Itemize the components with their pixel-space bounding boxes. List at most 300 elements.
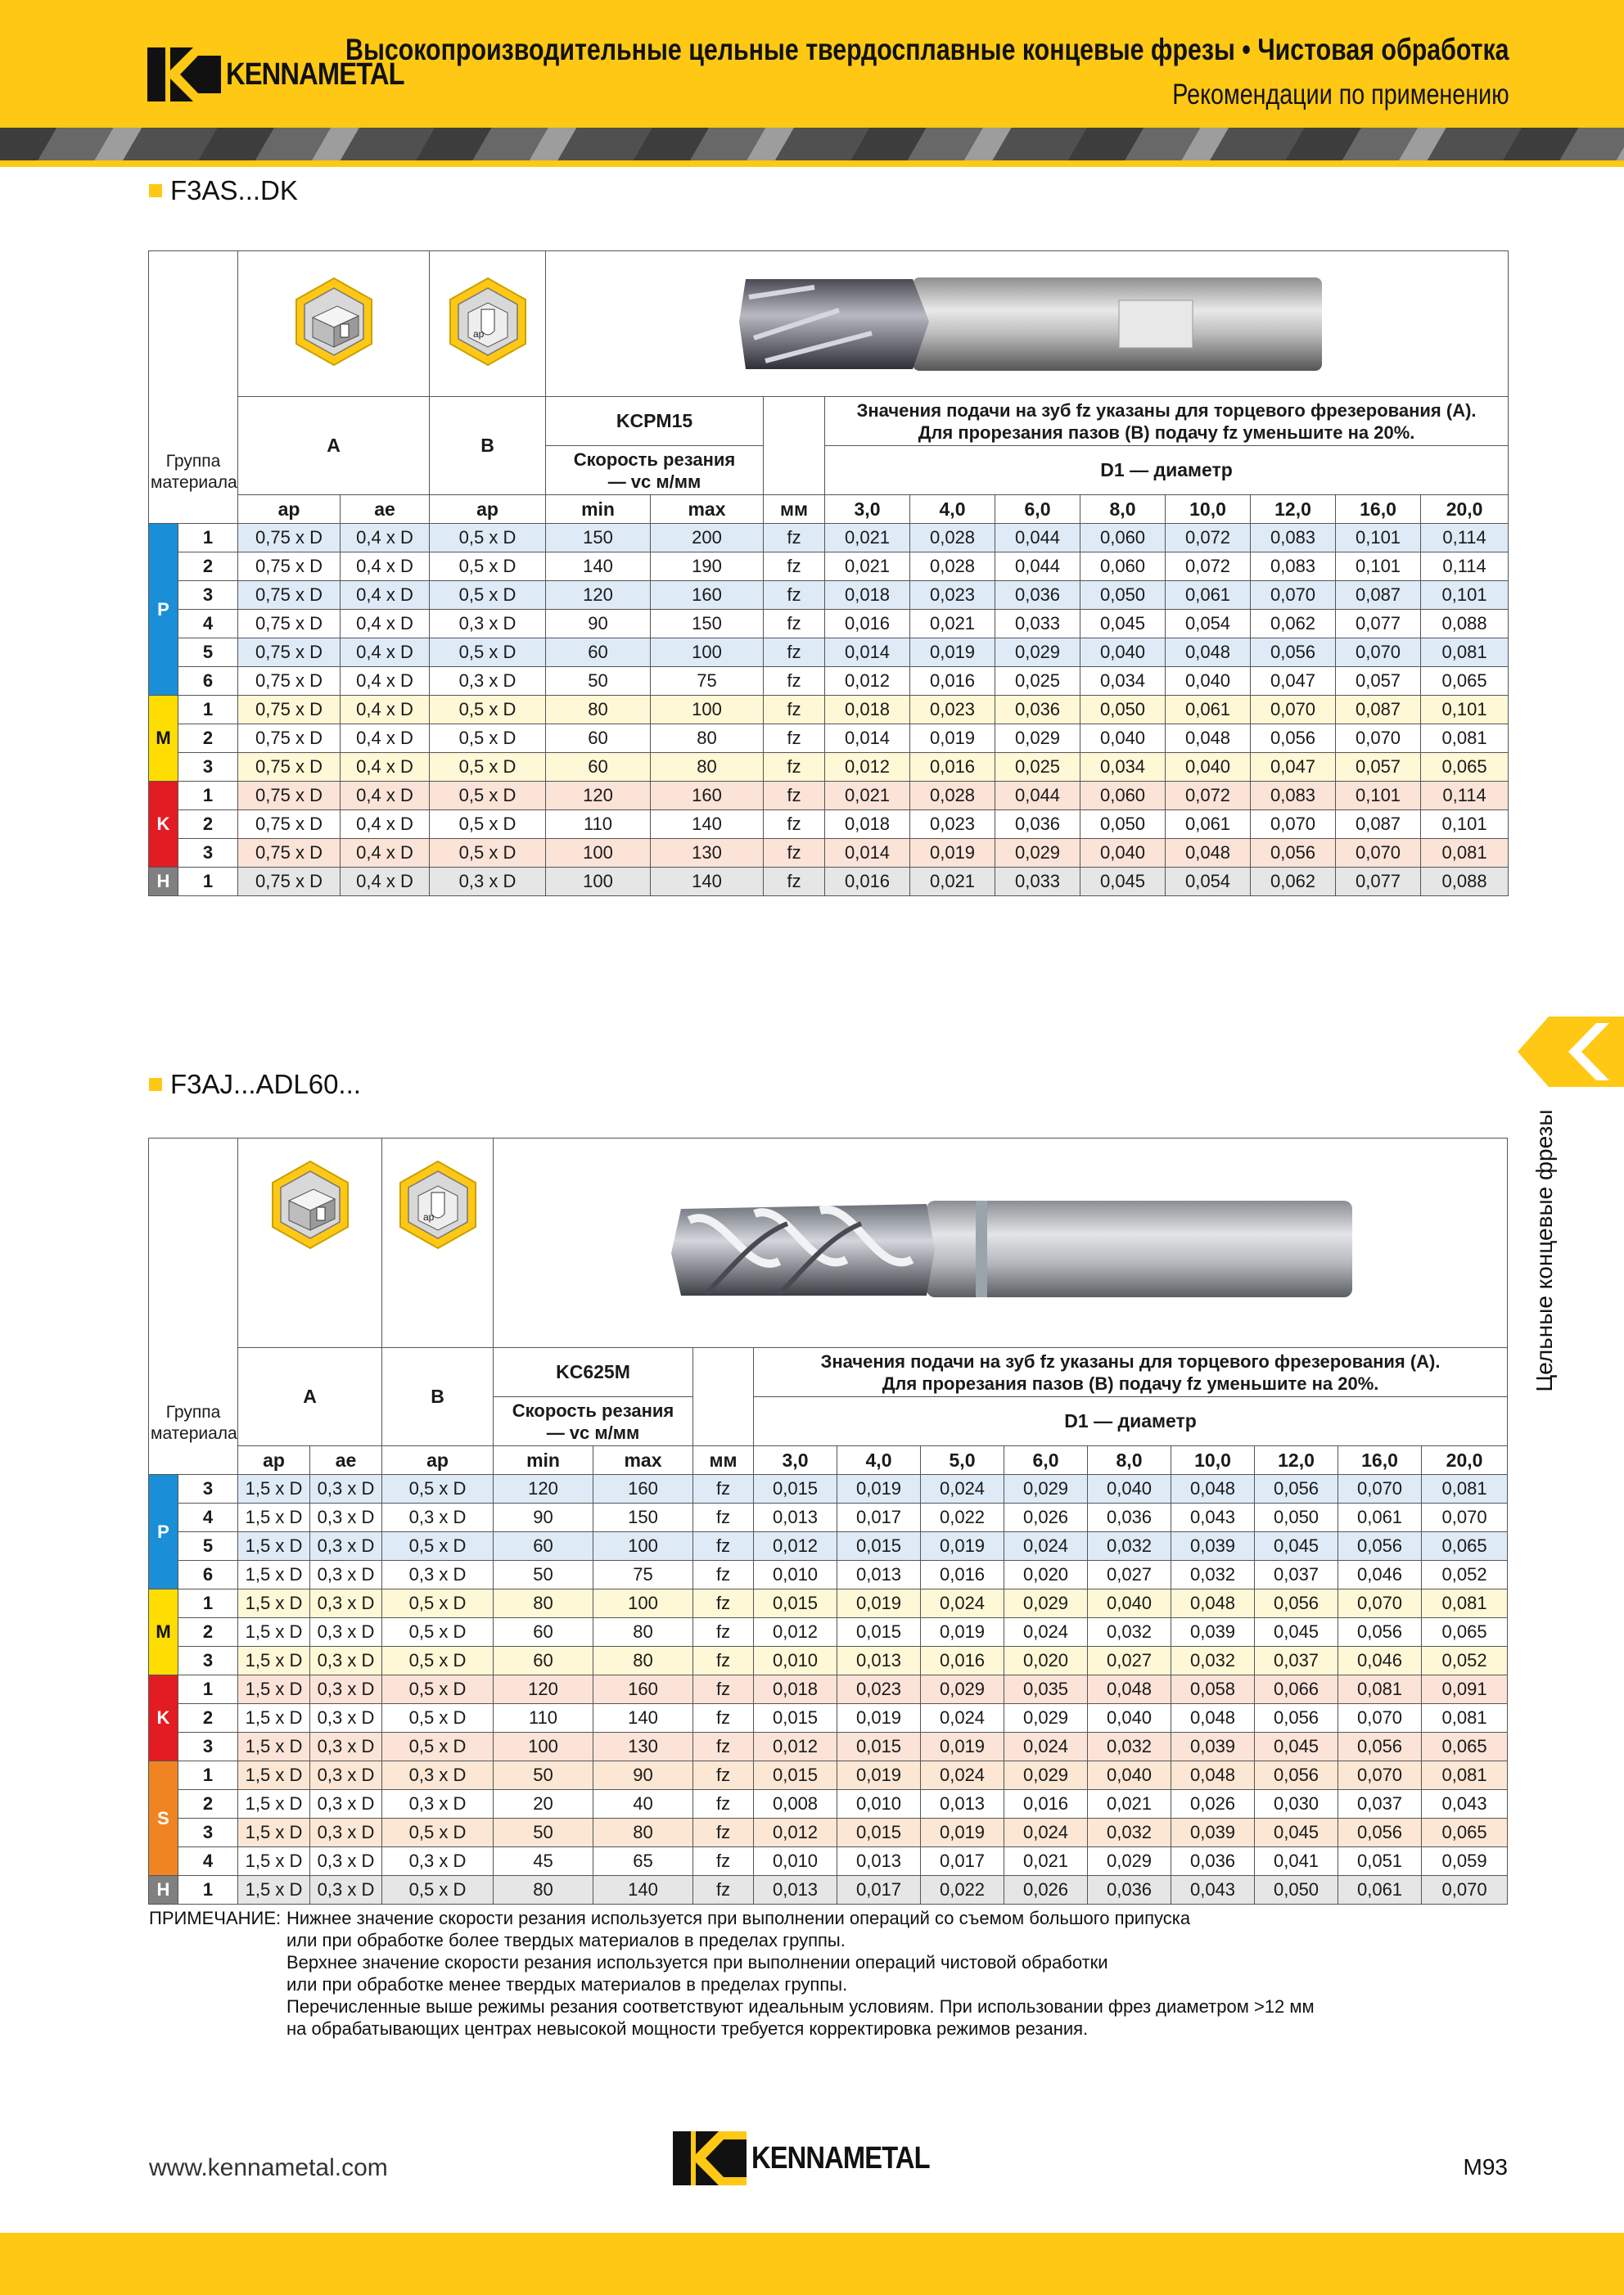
cell-feed: 0,028 xyxy=(910,552,995,581)
group-subheader-cell xyxy=(149,495,238,524)
notes-body xyxy=(286,1907,1315,2040)
cell-feed: 0,057 xyxy=(1336,667,1421,696)
cell-speed-min: 80 xyxy=(494,1589,593,1618)
cell-unit: fz xyxy=(693,1647,754,1675)
material-subgroup: 1 xyxy=(178,1876,238,1905)
cell-feed: 0,014 xyxy=(825,638,910,667)
cell-feed: 0,056 xyxy=(1251,638,1336,667)
cell-feed: 0,040 xyxy=(1166,667,1251,696)
cell-ap-slot: 0,3 x D xyxy=(430,667,546,696)
page-title: Высокопроизводительные цельные твердосплавные концевые фрезы • Чистовая обработка xyxy=(345,33,1509,66)
material-subgroup: 1 xyxy=(178,782,238,810)
cell-speed-max: 160 xyxy=(593,1675,693,1704)
table-row xyxy=(149,638,1509,667)
cell-unit: fz xyxy=(764,524,825,552)
table-row xyxy=(149,1618,1508,1647)
cell-feed: 0,019 xyxy=(910,724,995,753)
cell-feed: 0,016 xyxy=(910,753,995,782)
cell-feed: 0,061 xyxy=(1166,810,1251,839)
cell-feed: 0,066 xyxy=(1255,1675,1338,1704)
cell-ae: 0,3 x D xyxy=(310,1704,382,1733)
grade-header: KCPM15 xyxy=(546,397,764,446)
cell-feed: 0,101 xyxy=(1336,552,1421,581)
feed-note-line1: Значения подачи на зуб fz указаны для торцевого фрезерования (A). xyxy=(820,1350,1441,1372)
table-row xyxy=(149,524,1509,552)
cell-feed: 0,029 xyxy=(1004,1761,1088,1790)
cell-ap: 1,5 x D xyxy=(238,1876,310,1905)
cell-feed: 0,081 xyxy=(1422,1704,1508,1733)
cell-ae: 0,3 x D xyxy=(310,1561,382,1589)
cell-unit: fz xyxy=(764,839,825,868)
table-row xyxy=(149,696,1509,724)
material-group-s: S xyxy=(149,1761,178,1876)
cell-feed: 0,043 xyxy=(1171,1876,1255,1905)
cell-feed: 0,029 xyxy=(1088,1847,1171,1876)
cell-feed: 0,018 xyxy=(825,810,910,839)
diameter-column-header: 20,0 xyxy=(1422,1446,1508,1475)
cell-feed: 0,040 xyxy=(1080,638,1166,667)
cell-feed: 0,023 xyxy=(910,810,995,839)
cell-speed-max: 100 xyxy=(593,1589,693,1618)
cell-feed: 0,040 xyxy=(1088,1475,1171,1504)
material-subgroup: 4 xyxy=(178,1504,238,1532)
cell-ae: 0,4 x D xyxy=(341,810,430,839)
cell-ap-slot: 0,5 x D xyxy=(430,581,546,610)
cell-speed-min: 60 xyxy=(546,638,651,667)
cell-feed: 0,025 xyxy=(995,667,1080,696)
end-mill-image xyxy=(716,264,1338,379)
cell-feed: 0,065 xyxy=(1422,1819,1508,1847)
cell-feed: 0,012 xyxy=(754,1819,837,1847)
cell-speed-max: 40 xyxy=(593,1790,693,1819)
cell-ap: 0,75 x D xyxy=(238,696,341,724)
cell-feed: 0,056 xyxy=(1338,1819,1422,1847)
cell-unit: fz xyxy=(764,696,825,724)
cell-ae: 0,4 x D xyxy=(341,581,430,610)
cell-ap-slot: 0,3 x D xyxy=(382,1504,494,1532)
cell-feed: 0,101 xyxy=(1421,581,1509,610)
feed-note-line2: Для прорезания пазов (B) подачу fz уменьшите на 20%. xyxy=(918,422,1415,443)
cell-feed: 0,029 xyxy=(995,638,1080,667)
cell-feed: 0,052 xyxy=(1422,1561,1508,1589)
cell-unit: fz xyxy=(693,1504,754,1532)
cell-feed: 0,022 xyxy=(921,1876,1004,1905)
cell-unit: fz xyxy=(764,724,825,753)
diameter-column-header: 20,0 xyxy=(1421,495,1509,524)
cell-ap: 1,5 x D xyxy=(238,1790,310,1819)
cell-feed: 0,026 xyxy=(1004,1504,1088,1532)
cell-feed: 0,029 xyxy=(921,1675,1004,1704)
cell-ae: 0,4 x D xyxy=(341,782,430,810)
cell-ap: 1,5 x D xyxy=(238,1589,310,1618)
cell-feed: 0,019 xyxy=(837,1761,921,1790)
cell-feed: 0,114 xyxy=(1421,782,1509,810)
diameter-column-header: 6,0 xyxy=(1004,1446,1088,1475)
cell-feed: 0,056 xyxy=(1338,1532,1422,1561)
cell-feed: 0,024 xyxy=(921,1704,1004,1733)
cell-feed: 0,035 xyxy=(1004,1675,1088,1704)
group-label: Группа материала xyxy=(151,1402,237,1443)
cell-feed: 0,024 xyxy=(921,1475,1004,1504)
cell-ap: 1,5 x D xyxy=(238,1847,310,1876)
cell-speed-max: 130 xyxy=(651,839,764,868)
header-stripe-accent xyxy=(0,160,1624,167)
cell-unit: fz xyxy=(764,552,825,581)
cell-ae: 0,3 x D xyxy=(310,1618,382,1647)
cell-speed-max: 160 xyxy=(651,581,764,610)
cell-ap-slot: 0,5 x D xyxy=(430,638,546,667)
notes-line: или при обработке более твердых материалов в пределах группы. xyxy=(286,1930,846,1950)
material-subgroup: 3 xyxy=(178,581,238,610)
cell-ae: 0,3 x D xyxy=(310,1475,382,1504)
cell-feed: 0,047 xyxy=(1251,753,1336,782)
material-group-m: M xyxy=(149,696,178,782)
cell-ap-slot: 0,5 x D xyxy=(382,1819,494,1847)
slot-milling-icon xyxy=(399,1160,477,1250)
cell-speed-min: 45 xyxy=(494,1847,593,1876)
cell-feed: 0,012 xyxy=(825,667,910,696)
cell-feed: 0,044 xyxy=(995,552,1080,581)
material-subgroup: 2 xyxy=(178,810,238,839)
cell-feed: 0,065 xyxy=(1422,1618,1508,1647)
cell-unit: fz xyxy=(693,1790,754,1819)
cell-speed-min: 90 xyxy=(494,1504,593,1532)
cell-feed: 0,081 xyxy=(1421,638,1509,667)
table-row xyxy=(149,667,1509,696)
col-b-header: B xyxy=(430,397,546,495)
cell-feed: 0,045 xyxy=(1255,1532,1338,1561)
cell-feed: 0,010 xyxy=(754,1647,837,1675)
header-ap-slot: ap xyxy=(382,1446,494,1475)
cell-ap: 1,5 x D xyxy=(238,1561,310,1589)
cell-unit: fz xyxy=(764,667,825,696)
kennametal-k-icon xyxy=(673,2131,747,2185)
cell-ap: 1,5 x D xyxy=(238,1475,310,1504)
cell-feed: 0,056 xyxy=(1255,1589,1338,1618)
table-row xyxy=(149,610,1509,638)
table-row xyxy=(149,1790,1508,1819)
cell-feed: 0,015 xyxy=(837,1532,921,1561)
cell-feed: 0,087 xyxy=(1336,810,1421,839)
cell-speed-min: 60 xyxy=(494,1647,593,1675)
cell-feed: 0,081 xyxy=(1422,1475,1508,1504)
cell-unit: fz xyxy=(693,1876,754,1905)
cell-feed: 0,070 xyxy=(1336,724,1421,753)
header-ap-slot: ap xyxy=(430,495,546,524)
table-row xyxy=(149,1675,1508,1704)
cell-feed: 0,036 xyxy=(1088,1876,1171,1905)
cell-feed: 0,013 xyxy=(837,1561,921,1589)
cell-ae: 0,4 x D xyxy=(341,524,430,552)
cell-feed: 0,033 xyxy=(995,610,1080,638)
cell-feed: 0,029 xyxy=(1004,1589,1088,1618)
cell-ae: 0,4 x D xyxy=(341,839,430,868)
cell-ap: 0,75 x D xyxy=(238,868,341,896)
cell-speed-max: 190 xyxy=(651,552,764,581)
cell-speed-max: 100 xyxy=(651,696,764,724)
cell-feed: 0,045 xyxy=(1255,1733,1338,1761)
header-unit: мм xyxy=(764,495,825,524)
material-subgroup: 1 xyxy=(178,1675,238,1704)
cell-feed: 0,021 xyxy=(825,524,910,552)
cell-feed: 0,051 xyxy=(1338,1847,1422,1876)
cell-feed: 0,012 xyxy=(754,1532,837,1561)
cell-speed-max: 80 xyxy=(651,724,764,753)
diameter-column-header: 12,0 xyxy=(1255,1446,1338,1475)
cell-feed: 0,021 xyxy=(825,552,910,581)
diameter-column-header: 5,0 xyxy=(921,1446,1004,1475)
cell-speed-min: 100 xyxy=(494,1733,593,1761)
unit-spacer xyxy=(693,1348,754,1446)
material-subgroup: 3 xyxy=(178,1475,238,1504)
cell-feed: 0,087 xyxy=(1336,696,1421,724)
table-row xyxy=(149,552,1509,581)
cell-feed: 0,024 xyxy=(921,1761,1004,1790)
cell-feed: 0,054 xyxy=(1166,610,1251,638)
cell-feed: 0,018 xyxy=(754,1675,837,1704)
cell-feed: 0,048 xyxy=(1171,1475,1255,1504)
material-group-k: K xyxy=(149,1675,178,1761)
cell-ap: 1,5 x D xyxy=(238,1733,310,1761)
cell-feed: 0,037 xyxy=(1255,1561,1338,1589)
cell-ap-slot: 0,5 x D xyxy=(430,524,546,552)
cell-ap: 1,5 x D xyxy=(238,1618,310,1647)
cell-feed: 0,021 xyxy=(910,868,995,896)
table-row xyxy=(149,1704,1508,1733)
notes-label: ПРИМЕЧАНИЕ: xyxy=(149,1908,282,1928)
cell-feed: 0,048 xyxy=(1088,1675,1171,1704)
cell-speed-min: 120 xyxy=(494,1475,593,1504)
table-row xyxy=(149,753,1509,782)
cell-speed-max: 140 xyxy=(593,1876,693,1905)
cell-feed: 0,014 xyxy=(825,724,910,753)
cell-feed: 0,027 xyxy=(1088,1561,1171,1589)
cell-speed-max: 140 xyxy=(593,1704,693,1733)
header-ap: ap xyxy=(238,1446,310,1475)
cell-feed: 0,029 xyxy=(995,724,1080,753)
icon-cell-b xyxy=(430,251,546,397)
cell-unit: fz xyxy=(693,1819,754,1847)
col-a-header: A xyxy=(238,397,430,495)
cell-feed: 0,019 xyxy=(837,1475,921,1504)
cell-feed: 0,114 xyxy=(1421,524,1509,552)
cell-feed: 0,039 xyxy=(1171,1618,1255,1647)
cell-feed: 0,015 xyxy=(837,1618,921,1647)
cell-feed: 0,061 xyxy=(1338,1504,1422,1532)
slot-milling-icon xyxy=(449,277,527,367)
icon-cell-a xyxy=(238,251,430,397)
header-min: min xyxy=(494,1446,593,1475)
cell-feed: 0,061 xyxy=(1166,581,1251,610)
cell-speed-min: 150 xyxy=(546,524,651,552)
notes-line: на обрабатывающих центрах невысокой мощности требуется корректировка режимов резания. xyxy=(286,2018,1089,2039)
cell-feed: 0,070 xyxy=(1251,810,1336,839)
cell-feed: 0,015 xyxy=(754,1589,837,1618)
diameter-header: D1 — диаметр xyxy=(754,1397,1508,1446)
material-subgroup: 6 xyxy=(178,1561,238,1589)
cell-unit: fz xyxy=(693,1475,754,1504)
cell-feed: 0,013 xyxy=(754,1876,837,1905)
cell-feed: 0,036 xyxy=(995,581,1080,610)
cell-ap-slot: 0,3 x D xyxy=(382,1761,494,1790)
cell-ap-slot: 0,5 x D xyxy=(430,839,546,868)
cell-ap: 0,75 x D xyxy=(238,581,341,610)
cell-ap-slot: 0,5 x D xyxy=(382,1733,494,1761)
cell-feed: 0,060 xyxy=(1080,524,1166,552)
cell-ap-slot: 0,5 x D xyxy=(382,1532,494,1561)
cell-feed: 0,070 xyxy=(1338,1704,1422,1733)
cell-feed: 0,056 xyxy=(1255,1475,1338,1504)
brand-name: KENNAMETAL xyxy=(226,56,404,92)
table-row xyxy=(149,1561,1508,1589)
cell-unit: fz xyxy=(693,1733,754,1761)
cell-feed: 0,101 xyxy=(1421,696,1509,724)
cell-speed-max: 140 xyxy=(651,868,764,896)
cell-feed: 0,065 xyxy=(1422,1733,1508,1761)
cell-feed: 0,101 xyxy=(1336,524,1421,552)
cell-ap-slot: 0,3 x D xyxy=(430,868,546,896)
cell-speed-min: 80 xyxy=(494,1876,593,1905)
table-row xyxy=(149,1532,1508,1561)
cell-feed: 0,070 xyxy=(1336,839,1421,868)
cell-feed: 0,039 xyxy=(1171,1733,1255,1761)
feed-note-line1: Значения подачи на зуб fz указаны для торцевого фрезерования (A). xyxy=(856,399,1477,421)
notes-line: Верхнее значение скорости резания используется при выполнении операций чистовой обработки xyxy=(286,1952,1108,1973)
cell-speed-min: 110 xyxy=(494,1704,593,1733)
cell-ap-slot: 0,5 x D xyxy=(430,753,546,782)
cell-feed: 0,018 xyxy=(825,696,910,724)
cell-feed: 0,060 xyxy=(1080,782,1166,810)
yellow-square-icon xyxy=(149,1078,162,1091)
cell-feed: 0,016 xyxy=(1004,1790,1088,1819)
cell-feed: 0,024 xyxy=(1004,1618,1088,1647)
cell-ae: 0,3 x D xyxy=(310,1675,382,1704)
cell-feed: 0,019 xyxy=(837,1704,921,1733)
cell-speed-max: 100 xyxy=(593,1532,693,1561)
cell-speed-min: 80 xyxy=(546,696,651,724)
cell-feed: 0,040 xyxy=(1088,1704,1171,1733)
cell-unit: fz xyxy=(693,1589,754,1618)
cell-ap-slot: 0,5 x D xyxy=(382,1704,494,1733)
cell-feed: 0,057 xyxy=(1336,753,1421,782)
diameter-column-header: 10,0 xyxy=(1171,1446,1255,1475)
diameter-column-header: 16,0 xyxy=(1338,1446,1422,1475)
material-subgroup: 5 xyxy=(178,1532,238,1561)
cell-speed-max: 160 xyxy=(651,782,764,810)
cell-speed-min: 90 xyxy=(546,610,651,638)
cell-unit: fz xyxy=(693,1675,754,1704)
cell-speed-max: 65 xyxy=(593,1847,693,1876)
cell-feed: 0,012 xyxy=(754,1618,837,1647)
cell-feed: 0,040 xyxy=(1080,839,1166,868)
diameter-column-header: 3,0 xyxy=(825,495,910,524)
cell-ap-slot: 0,5 x D xyxy=(430,552,546,581)
cell-ae: 0,3 x D xyxy=(310,1504,382,1532)
cell-feed: 0,083 xyxy=(1251,552,1336,581)
cell-speed-min: 140 xyxy=(546,552,651,581)
cell-feed: 0,010 xyxy=(754,1561,837,1589)
cell-ap: 0,75 x D xyxy=(238,724,341,753)
table-row xyxy=(149,1761,1508,1790)
side-chevron-tab xyxy=(1518,1017,1624,1087)
section-title-f3as xyxy=(149,175,298,206)
cell-ae: 0,4 x D xyxy=(341,610,430,638)
cell-unit: fz xyxy=(693,1847,754,1876)
cell-ae: 0,4 x D xyxy=(341,868,430,896)
diameter-column-header: 12,0 xyxy=(1251,495,1336,524)
cell-speed-min: 50 xyxy=(494,1561,593,1589)
cell-feed: 0,083 xyxy=(1251,524,1336,552)
cell-feed: 0,019 xyxy=(921,1532,1004,1561)
cell-feed: 0,052 xyxy=(1422,1647,1508,1675)
header-ap: ap xyxy=(238,495,341,524)
cell-ae: 0,3 x D xyxy=(310,1733,382,1761)
cell-ap-slot: 0,3 x D xyxy=(382,1847,494,1876)
page-subtitle: Рекомендации по применению xyxy=(1172,79,1509,110)
cell-feed: 0,065 xyxy=(1421,753,1509,782)
material-subgroup: 6 xyxy=(178,667,238,696)
table-row xyxy=(149,1589,1508,1618)
cell-ae: 0,3 x D xyxy=(310,1589,382,1618)
cell-feed: 0,040 xyxy=(1088,1589,1171,1618)
cell-ap-slot: 0,5 x D xyxy=(430,782,546,810)
cell-feed: 0,013 xyxy=(921,1790,1004,1819)
section-title-f3aj xyxy=(149,1069,361,1100)
cell-feed: 0,056 xyxy=(1338,1618,1422,1647)
cell-feed: 0,056 xyxy=(1255,1704,1338,1733)
group-header-cell xyxy=(149,251,238,495)
page-header xyxy=(0,0,1624,128)
footer-bar xyxy=(0,2233,1624,2295)
cell-ap: 0,75 x D xyxy=(238,810,341,839)
diameter-header: D1 — диаметр xyxy=(825,446,1509,495)
material-group-m: M xyxy=(149,1589,178,1675)
material-group-p: P xyxy=(149,524,178,696)
table-row xyxy=(149,1647,1508,1675)
cell-feed: 0,024 xyxy=(921,1589,1004,1618)
cell-feed: 0,019 xyxy=(910,839,995,868)
cell-feed: 0,044 xyxy=(995,782,1080,810)
cell-speed-min: 50 xyxy=(494,1761,593,1790)
table-row xyxy=(149,1876,1508,1905)
cutting-data-table-2 xyxy=(148,1138,1508,1905)
material-subgroup: 5 xyxy=(178,638,238,667)
cell-unit: fz xyxy=(764,868,825,896)
cell-speed-max: 80 xyxy=(593,1819,693,1847)
cell-ae: 0,3 x D xyxy=(310,1790,382,1819)
cell-speed-min: 60 xyxy=(546,753,651,782)
material-subgroup: 1 xyxy=(178,1589,238,1618)
cell-feed: 0,088 xyxy=(1421,868,1509,896)
cell-feed: 0,012 xyxy=(754,1733,837,1761)
speed-label: Скорость резания — vc м/мм xyxy=(494,1397,693,1446)
cell-feed: 0,012 xyxy=(825,753,910,782)
cell-feed: 0,030 xyxy=(1255,1790,1338,1819)
footer-website-link[interactable]: www.kennametal.com xyxy=(149,2154,388,2181)
cell-feed: 0,070 xyxy=(1251,581,1336,610)
cell-feed: 0,024 xyxy=(1004,1532,1088,1561)
cell-ap-slot: 0,5 x D xyxy=(382,1876,494,1905)
cell-speed-max: 100 xyxy=(651,638,764,667)
cell-ap-slot: 0,3 x D xyxy=(382,1561,494,1589)
header-max: max xyxy=(651,495,764,524)
cell-feed: 0,010 xyxy=(754,1847,837,1876)
cell-ae: 0,3 x D xyxy=(310,1876,382,1905)
tool-image-cell xyxy=(494,1138,1508,1348)
cell-feed: 0,072 xyxy=(1166,782,1251,810)
cell-feed: 0,037 xyxy=(1338,1790,1422,1819)
cell-feed: 0,032 xyxy=(1088,1819,1171,1847)
